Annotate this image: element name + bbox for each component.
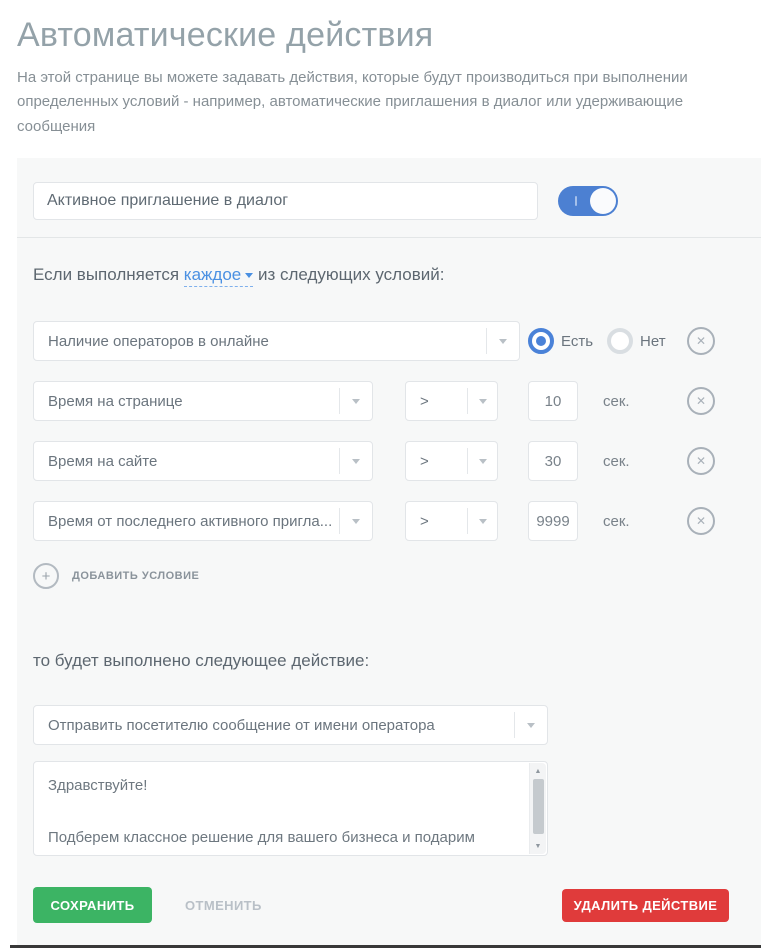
plus-icon: + xyxy=(33,563,59,589)
delete-action-button[interactable]: УДАЛИТЬ ДЕЙСТВИЕ xyxy=(562,889,729,922)
conditions-heading-suffix: из следующих условий: xyxy=(257,265,445,284)
radio-yes-icon[interactable] xyxy=(528,328,554,354)
chevron-down-icon xyxy=(514,712,547,738)
conditions-heading-prefix: Если выполняется xyxy=(33,265,180,284)
condition-row-2 xyxy=(33,381,745,421)
action-type-select[interactable]: Отправить посетителю сообщение от имени оператора xyxy=(33,705,548,745)
chevron-down-icon xyxy=(339,508,372,534)
condition-value-input[interactable] xyxy=(528,441,578,481)
match-mode-dropdown-link[interactable]: каждое xyxy=(184,265,253,287)
chevron-down-icon xyxy=(467,508,497,534)
page-description: На этой странице вы можете задавать действия, которые будут производиться при выполнении определенных условий - например, автоматические приглашения в диалог или удерживающие сообщения xyxy=(17,69,688,135)
chevron-down-icon xyxy=(467,388,497,414)
radio-no-icon[interactable] xyxy=(607,328,633,354)
scrollbar-thumb[interactable] xyxy=(533,779,544,834)
action-enabled-toggle[interactable] xyxy=(558,186,618,216)
condition-field-select[interactable]: Наличие операторов в онлайне xyxy=(33,321,520,361)
message-textarea[interactable] xyxy=(34,762,547,855)
condition-field-select[interactable]: Время на сайте xyxy=(33,441,373,481)
chevron-down-icon xyxy=(245,273,253,278)
scrollbar[interactable] xyxy=(529,763,546,854)
remove-condition-button[interactable] xyxy=(687,507,715,535)
remove-condition-button[interactable] xyxy=(687,327,715,355)
unit-label: сек. xyxy=(603,392,630,410)
chevron-down-icon xyxy=(339,388,372,414)
condition-rows xyxy=(33,321,745,541)
automatic-action-card xyxy=(17,158,761,945)
remove-condition-button[interactable] xyxy=(687,447,715,475)
condition-value-input[interactable] xyxy=(528,501,578,541)
radio-option-no[interactable]: Нет xyxy=(607,328,666,354)
condition-row-4 xyxy=(33,501,745,541)
radio-option-yes[interactable]: Есть xyxy=(528,328,593,354)
condition-operator-select[interactable]: > xyxy=(405,501,498,541)
scroll-up-icon[interactable]: ▲ xyxy=(534,767,542,775)
toggle-on-mark xyxy=(575,196,577,206)
save-button[interactable]: СОХРАНИТЬ xyxy=(33,887,152,923)
chevron-down-icon xyxy=(339,448,372,474)
chevron-down-icon xyxy=(486,328,519,354)
remove-condition-button[interactable] xyxy=(687,387,715,415)
bottom-border-bar xyxy=(10,945,761,948)
cancel-button[interactable]: ОТМЕНИТЬ xyxy=(185,897,262,913)
action-heading: то будет выполнено следующее действие: xyxy=(33,651,370,670)
condition-field-select[interactable]: Время от последнего активного пригла... xyxy=(33,501,373,541)
chevron-down-icon xyxy=(467,448,497,474)
close-icon: ✕ xyxy=(695,334,707,348)
close-icon: ✕ xyxy=(695,514,707,528)
toggle-knob xyxy=(590,188,616,214)
page-title: Автоматические действия xyxy=(17,16,434,54)
conditions-heading xyxy=(33,265,745,285)
condition-row-1 xyxy=(33,321,745,361)
condition-value-input[interactable] xyxy=(528,381,578,421)
condition-operator-select[interactable]: > xyxy=(405,441,498,481)
message-box xyxy=(33,761,548,856)
condition-operator-select[interactable]: > xyxy=(405,381,498,421)
page-header xyxy=(0,0,761,139)
close-icon: ✕ xyxy=(695,454,707,468)
action-name-input[interactable] xyxy=(33,182,538,220)
condition-field-select[interactable]: Время на странице xyxy=(33,381,373,421)
action-name-section xyxy=(17,158,761,238)
unit-label: сек. xyxy=(603,452,630,470)
add-condition-button[interactable]: + ДОБАВИТЬ УСЛОВИЕ xyxy=(33,563,199,589)
footer-actions xyxy=(33,887,745,923)
condition-row-3 xyxy=(33,441,745,481)
unit-label: сек. xyxy=(603,512,630,530)
scroll-down-icon[interactable]: ▼ xyxy=(534,842,542,850)
close-icon: ✕ xyxy=(695,394,707,408)
